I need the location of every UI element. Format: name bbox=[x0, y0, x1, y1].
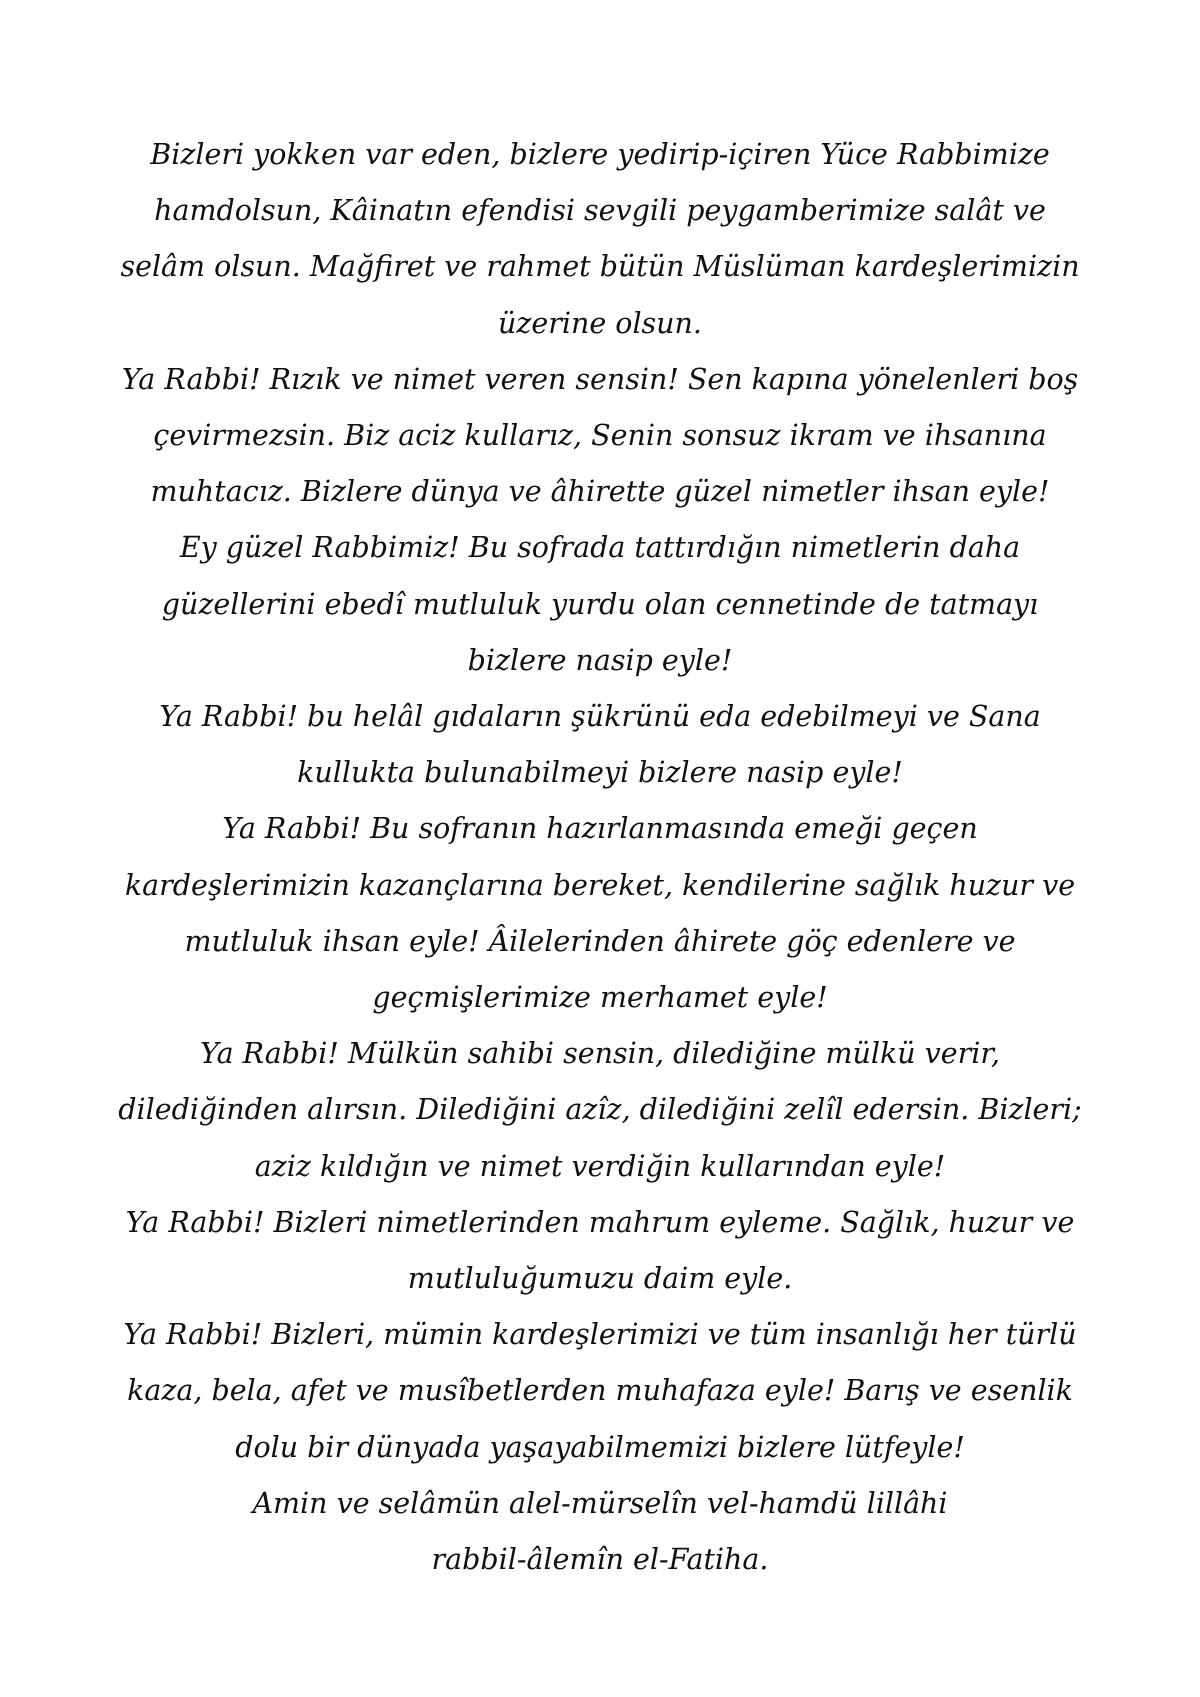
text-line: güzellerini ebedî mutluluk yurdu olan cennetinde de tatmayı bbox=[161, 587, 1039, 621]
text-line: muhtacız. Bizlere dünya ve âhirette güzel nimetler ihsan eyle! bbox=[150, 475, 1050, 509]
text-line: Ya Rabbi! Bizleri nimetlerinden mahrum eyleme. Sağlık, huzur ve bbox=[125, 1205, 1075, 1239]
text-line: Bizleri yokken var eden, bizlere yedirip-içiren Yüce Rabbimize bbox=[150, 138, 1050, 171]
text-line: dilediğinden alırsın. Dilediğini azîz, dilediğini zelîl edersin. Bizleri; bbox=[118, 1093, 1082, 1127]
text-line: kaza, bela, afet ve musîbetlerden muhafaza eyle! Barış ve esenlik bbox=[127, 1374, 1073, 1408]
text-line: çevirmezsin. Biz aciz kullarız, Senin sonsuz ikram ve ihsanına bbox=[153, 419, 1047, 453]
text-line: üzerine olsun. bbox=[498, 306, 702, 340]
text-line: Ya Rabbi! Mülkün sahibi sensin, dilediğine mülkü verir, bbox=[200, 1037, 1000, 1071]
text-line: Ey güzel Rabbimiz! Bu sofrada tattırdığın nimetlerin daha bbox=[179, 531, 1021, 565]
text-line: Amin ve selâmün alel-mürselîn vel-hamdü lillâhi bbox=[252, 1486, 948, 1520]
text-line: Ya Rabbi! bu helâl gıdaların şükrünü eda edebilmeyi ve Sana bbox=[159, 700, 1041, 734]
text-line: dolu bir dünyada yaşayabilmemizi bizlere lütfeyle! bbox=[235, 1430, 965, 1464]
text-line: bizlere nasip eyle! bbox=[467, 643, 733, 677]
text-line: aziz kıldığın ve nimet verdiğin kullarından eyle! bbox=[254, 1149, 946, 1183]
text-line: Ya Rabbi! Rızık ve nimet veren sensin! Sen kapına yönelenleri boş bbox=[121, 362, 1079, 396]
text-line: kullukta bulunabilmeyi bizlere nasip eyle! bbox=[297, 756, 903, 790]
prayer-text bbox=[60, 127, 1140, 1588]
text-line: kardeşlerimizin kazançlarına bereket, kendilerine sağlık huzur ve bbox=[124, 868, 1076, 902]
text-line: mutluluğumuzu daim eyle. bbox=[407, 1262, 793, 1296]
text-line: selâm olsun. Mağfiret ve rahmet bütün Müslüman kardeşlerimizin bbox=[120, 250, 1080, 284]
text-line: Ya Rabbi! Bu sofranın hazırlanmasında emeği geçen bbox=[222, 812, 978, 846]
text-line: geçmişlerimize merhamet eyle! bbox=[372, 981, 828, 1015]
text-line: mutluluk ihsan eyle! Âilelerinden âhirete göç edenlere ve bbox=[184, 924, 1016, 958]
text-line: rabbil-âlemîn el-Fatiha. bbox=[431, 1543, 769, 1577]
text-line: Ya Rabbi! Bizleri, mümin kardeşlerimizi ve tüm insanlığı her türlü bbox=[123, 1318, 1077, 1352]
text-line: hamdolsun, Kâinatın efendisi sevgili peygamberimize salât ve bbox=[154, 194, 1046, 228]
